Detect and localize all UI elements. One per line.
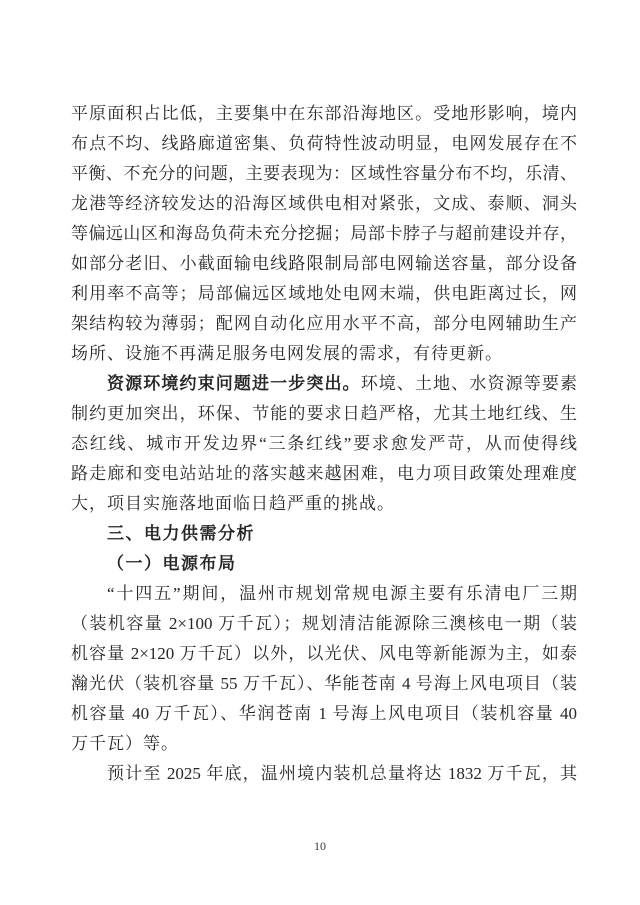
paragraph-line: 万千瓦）等。 — [71, 734, 179, 753]
paragraph-line: 场所、设施不再满足服务电网发展的需求，有待更新。 — [71, 344, 503, 363]
paragraph-line: 机容量 2×120 万千瓦）以外，以光伏、风电等新能源为主，如泰 — [71, 644, 577, 663]
section-heading: 三、电力供需分析 — [107, 524, 255, 543]
subsection-heading: （一）电源布局 — [107, 554, 237, 573]
paragraph-line: 布点不均、线路廊道密集、负荷特性波动明显，电网发展存在不 — [71, 134, 577, 153]
paragraph-line: 利用率不高等；局部偏远区域地处电网末端，供电距离过长，网 — [71, 284, 577, 303]
page-content — [71, 99, 577, 789]
paragraph-line — [71, 369, 577, 399]
paragraph-line: 机容量 40 万千瓦）、华润苍南 1 号海上风电项目（装机容量 40 — [71, 704, 577, 723]
paragraph-line: 路走廊和变电站站址的落实越来越困难，电力项目政策处理难度 — [71, 464, 577, 483]
paragraph-line: 龙港等经济较发达的沿海区域供电相对紧张，文成、泰顺、洞头 — [71, 194, 577, 213]
paragraph-line: 态红线、城市开发边界“三条红线”要求愈发严苛，从而使得线 — [71, 434, 577, 453]
paragraph-line: 平衡、不充分的问题，主要表现为：区域性容量分布不均，乐清、 — [71, 164, 577, 183]
paragraph-text: 环境、土地、水资源等要素 — [360, 374, 578, 393]
page-footer — [0, 836, 640, 856]
paragraph-line: “十四五”期间，温州市规划常规电源主要有乐清电厂三期 — [107, 584, 577, 603]
paragraph-line: （装机容量 2×100 万千瓦）；规划清洁能源除三澳核电一期（装 — [71, 614, 577, 633]
paragraph-line: 如部分老旧、小截面输电线路限制局部电网输送容量，部分设备 — [71, 254, 577, 273]
page-number: 10 — [314, 839, 326, 853]
paragraph-lead-bold: 资源环境约束问题进一步突出。 — [107, 374, 361, 393]
paragraph-line: 大，项目实施落地面临日趋严重的挑战。 — [71, 494, 395, 513]
paragraph-line: 预计至 2025 年底，温州境内装机总量将达 1832 万千瓦，其 — [107, 764, 577, 783]
paragraph-line: 平原面积占比低，主要集中在东部沿海地区。受地形影响，境内 — [71, 104, 577, 123]
paragraph-line: 架结构较为薄弱；配网自动化应用水平不高，部分电网辅助生产 — [71, 314, 577, 333]
paragraph-line: 瀚光伏（装机容量 55 万千瓦）、华能苍南 4 号海上风电项目（装 — [71, 674, 577, 693]
paragraph-line: 等偏远山区和海岛负荷未充分挖掘；局部卡脖子与超前建设并存， — [71, 224, 577, 243]
paragraph-line: 制约更加突出，环保、节能的要求日趋严格，尤其土地红线、生 — [71, 404, 577, 423]
